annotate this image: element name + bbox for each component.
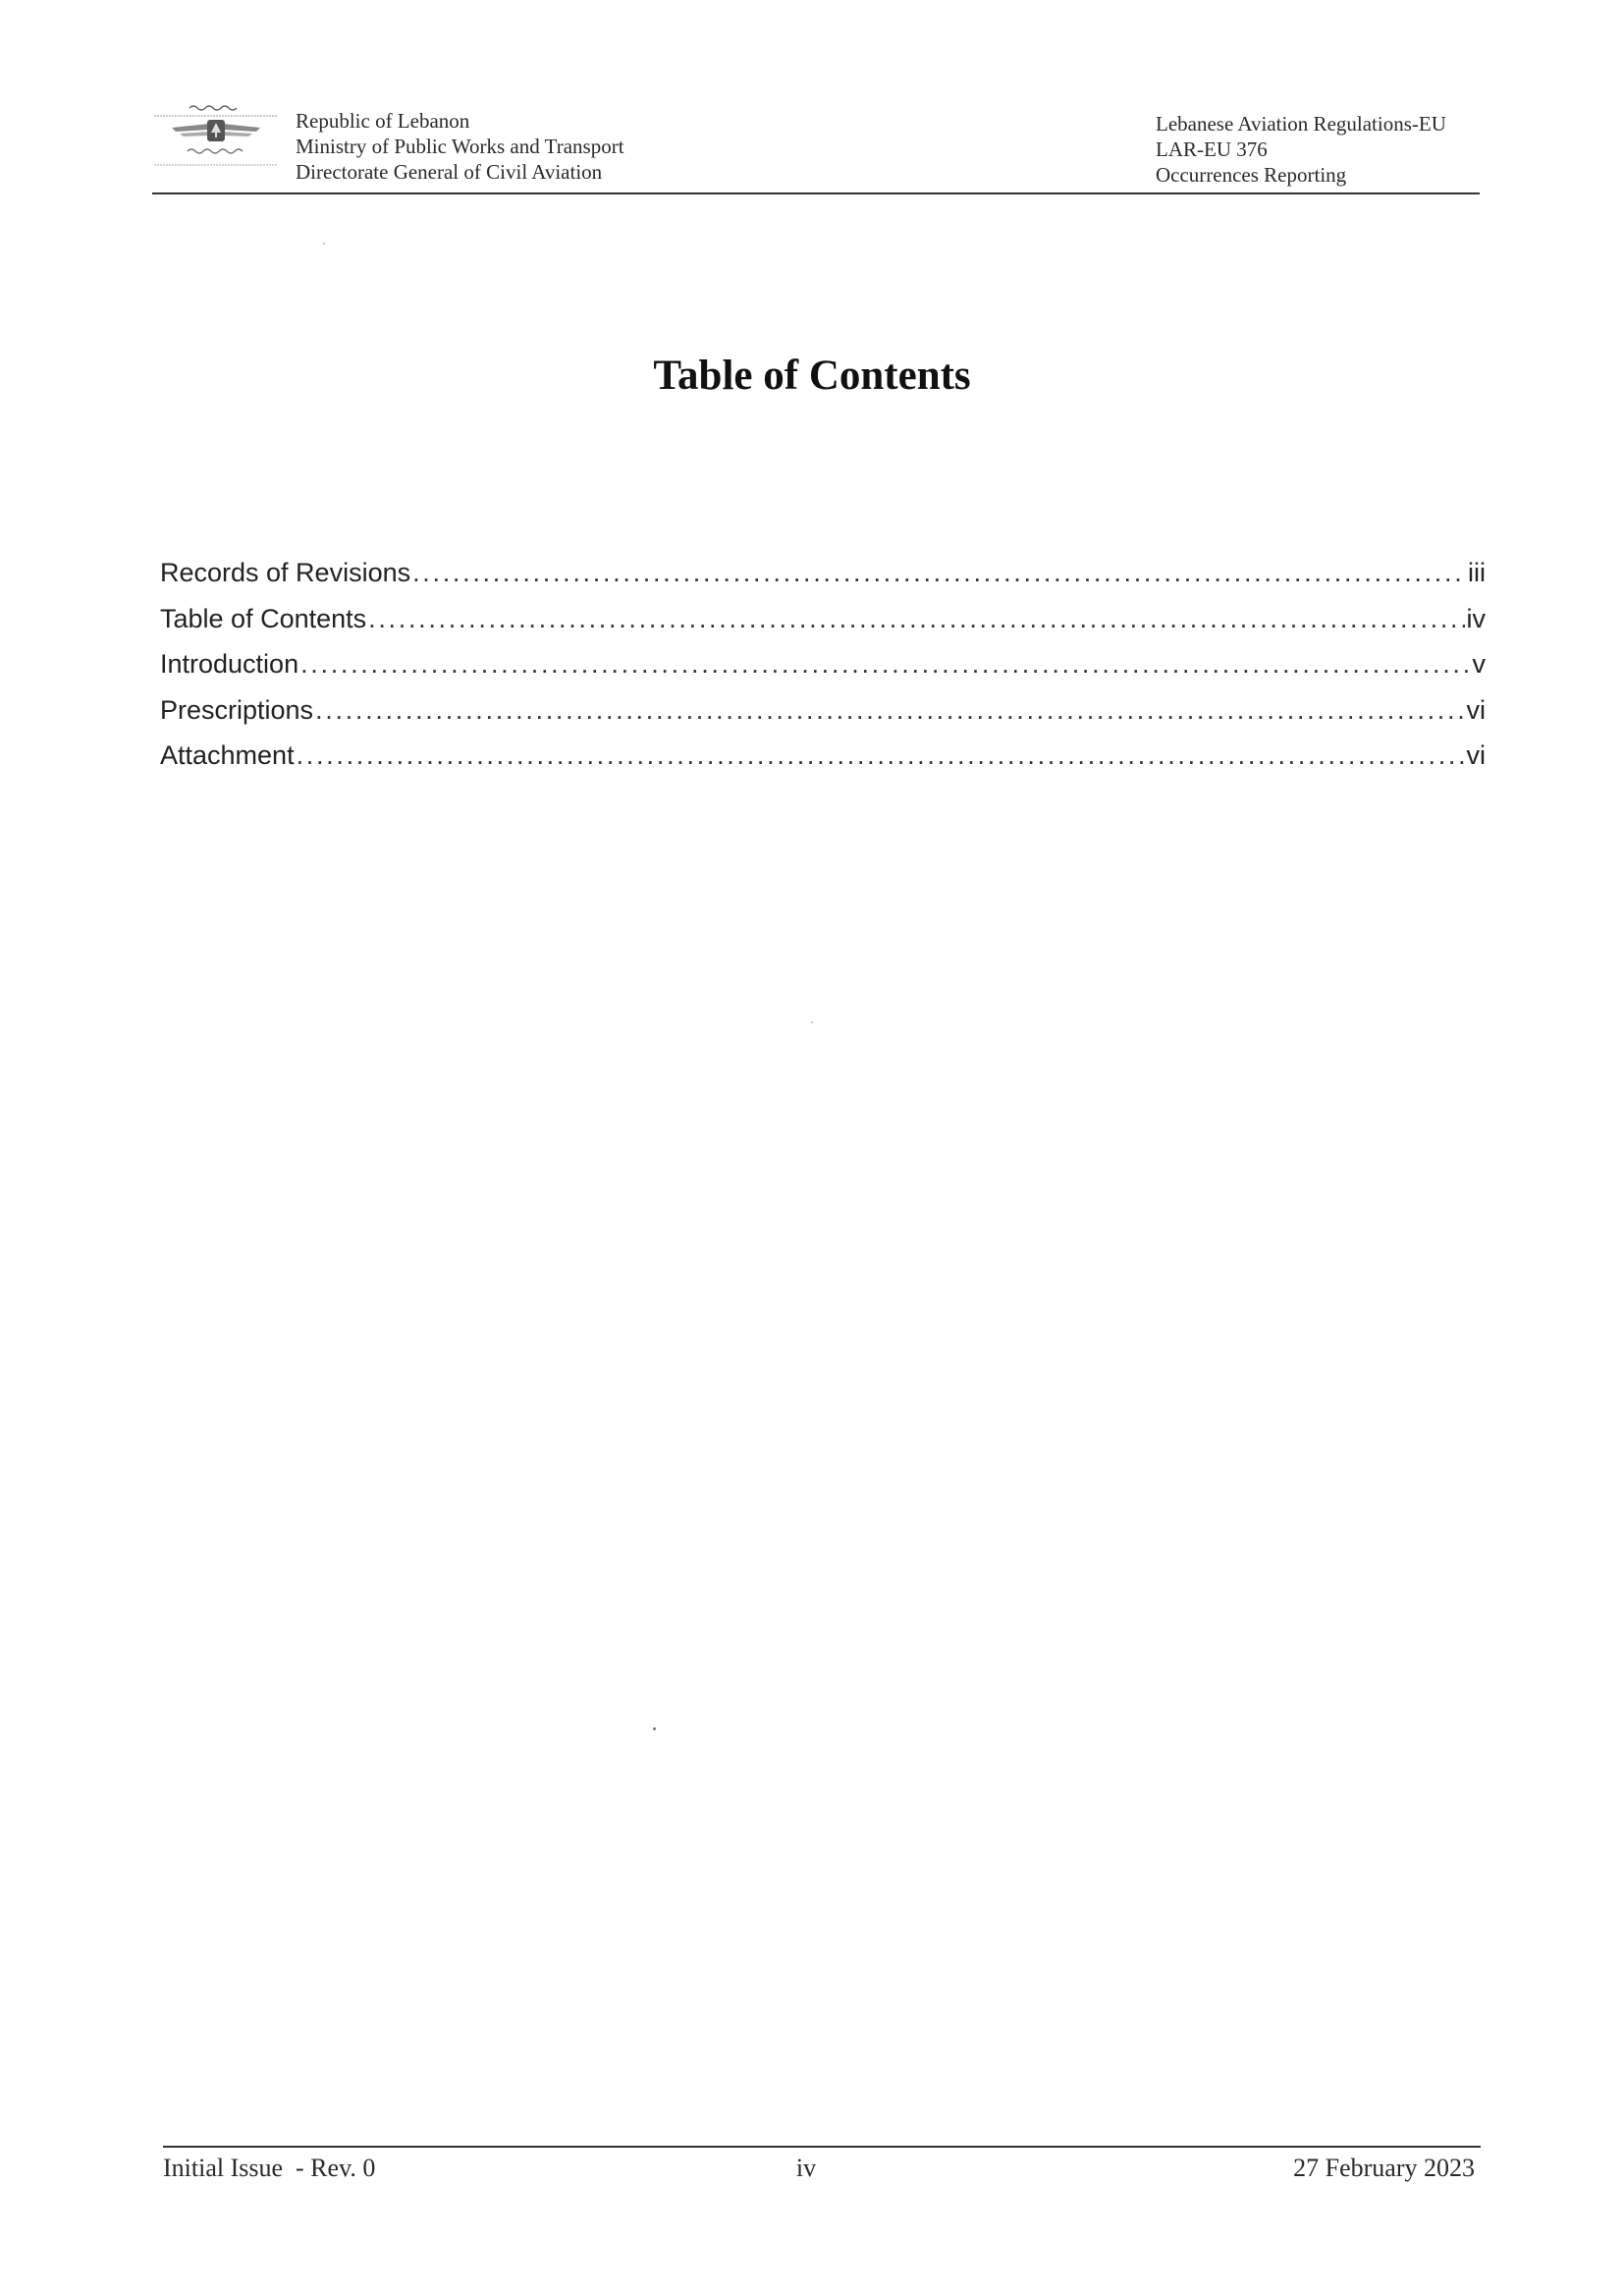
- toc-entry-page: iii: [1468, 558, 1486, 587]
- header-line: Ministry of Public Works and Transport: [296, 135, 624, 158]
- header-line: Lebanese Aviation Regulations-EU: [1156, 112, 1446, 136]
- toc-entry-page: iv: [1466, 603, 1486, 633]
- toc-entry-label: Records of Revisions: [160, 558, 411, 587]
- footer-divider: [163, 2146, 1481, 2148]
- dgca-emblem-icon: [152, 100, 280, 181]
- footer-page-number: iv: [795, 2154, 817, 2182]
- toc-leader-dots: [297, 740, 1465, 771]
- footer-date: 27 February 2023: [1293, 2154, 1475, 2182]
- header-line: Republic of Lebanon: [296, 109, 470, 133]
- toc-entry-label: Table of Contents: [160, 603, 367, 633]
- toc-entry-page: vi: [1466, 694, 1486, 725]
- header-line: Directorate General of Civil Aviation: [296, 160, 603, 184]
- toc-entry-label: Prescriptions: [160, 694, 314, 725]
- header-line: Occurrences Reporting: [1156, 163, 1347, 187]
- toc-entry[interactable]: [160, 649, 1486, 695]
- scan-speck: [653, 1727, 656, 1730]
- toc-entry-page: vi: [1466, 740, 1486, 770]
- page-header: [152, 98, 1480, 196]
- footer-issue: Initial Issue - Rev. 0: [163, 2154, 376, 2182]
- toc-entry[interactable]: [160, 740, 1486, 787]
- toc-entry-label: Attachment: [160, 740, 295, 770]
- toc-leader-dots: [315, 695, 1464, 726]
- scan-speck: [323, 243, 325, 245]
- toc-entry[interactable]: [160, 695, 1486, 741]
- toc-leader-dots: [368, 604, 1464, 634]
- toc-leader-dots: [412, 558, 1466, 588]
- table-of-contents: [160, 558, 1486, 787]
- header-regulation: [1156, 111, 1446, 188]
- header-line: LAR-EU 376: [1156, 137, 1268, 161]
- scan-speck: [811, 1021, 813, 1023]
- toc-entry[interactable]: [160, 558, 1486, 604]
- page-title: Table of Contents: [653, 353, 971, 399]
- toc-entry[interactable]: [160, 604, 1486, 650]
- toc-leader-dots: [300, 649, 1470, 680]
- header-divider: [152, 192, 1480, 194]
- toc-entry-page: v: [1472, 649, 1486, 679]
- page-footer: [163, 2154, 1481, 2183]
- header-authority: [296, 108, 624, 185]
- toc-entry-label: Introduction: [160, 649, 299, 679]
